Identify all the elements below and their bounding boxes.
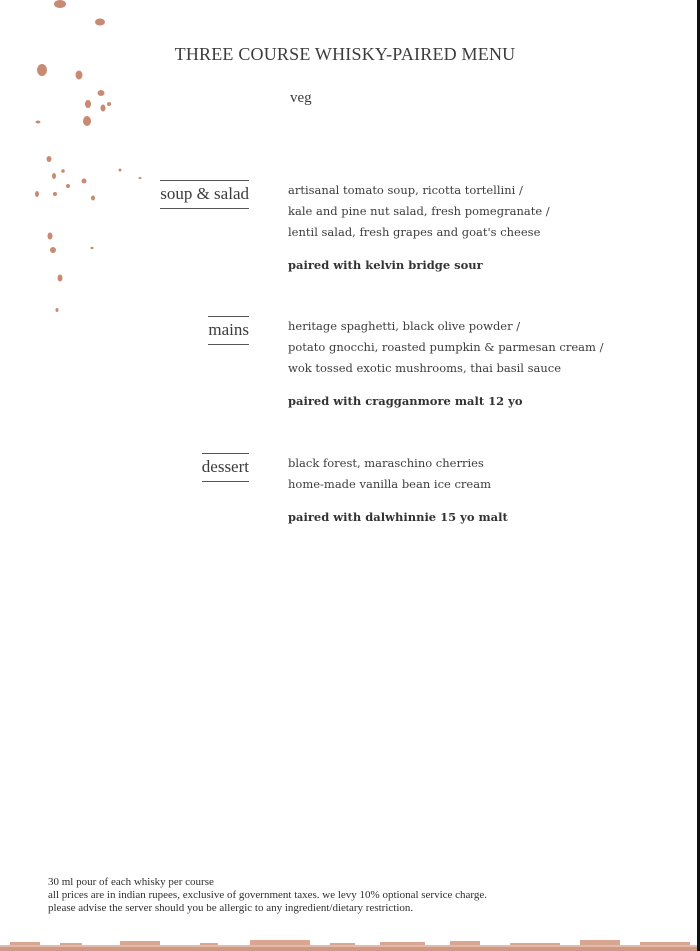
course-items [288, 453, 508, 528]
course-label: dessert [202, 453, 249, 482]
menu-item: kale and pine nut salad, fresh pomegranate / [288, 204, 550, 218]
pairing-text: paired with cragganmore malt 12 yo [288, 394, 523, 408]
decorative-bottom-band [0, 937, 697, 951]
menu-item: black forest, maraschino cherries [288, 456, 484, 470]
pairing-text: paired with kelvin bridge sour [288, 258, 483, 272]
course-items [288, 180, 550, 276]
menu-item: home-made vanilla bean ice cream [288, 477, 491, 491]
menu-item: potato gnocchi, roasted pumpkin & parmesan cream / [288, 340, 604, 354]
menu-item: wok tossed exotic mushrooms, thai basil sauce [288, 361, 562, 375]
menu-item: lentil salad, fresh grapes and goat's cheese [288, 225, 541, 239]
footer-line: please advise the server should you be allergic to any ingredient/dietary restriction. [48, 902, 414, 914]
course-label: soup & salad [160, 180, 249, 209]
course-items [288, 316, 603, 412]
footer-line: all prices are in indian rupees, exclusive of government taxes. we levy 10% optional service charge. [48, 889, 488, 901]
menu-item: artisanal tomato soup, ricotta tortellini / [288, 183, 523, 197]
footer-notes [48, 876, 487, 915]
menu-item: heritage spaghetti, black olive powder / [288, 319, 521, 333]
footer-line: 30 ml pour of each whisky per course [48, 876, 214, 888]
course-label: mains [208, 316, 249, 345]
menu-title: THREE COURSE WHISKY-PAIRED MENU [174, 44, 516, 64]
pairing-text: paired with dalwhinnie 15 yo malt [288, 510, 508, 524]
menu-subtitle: veg [290, 90, 312, 106]
